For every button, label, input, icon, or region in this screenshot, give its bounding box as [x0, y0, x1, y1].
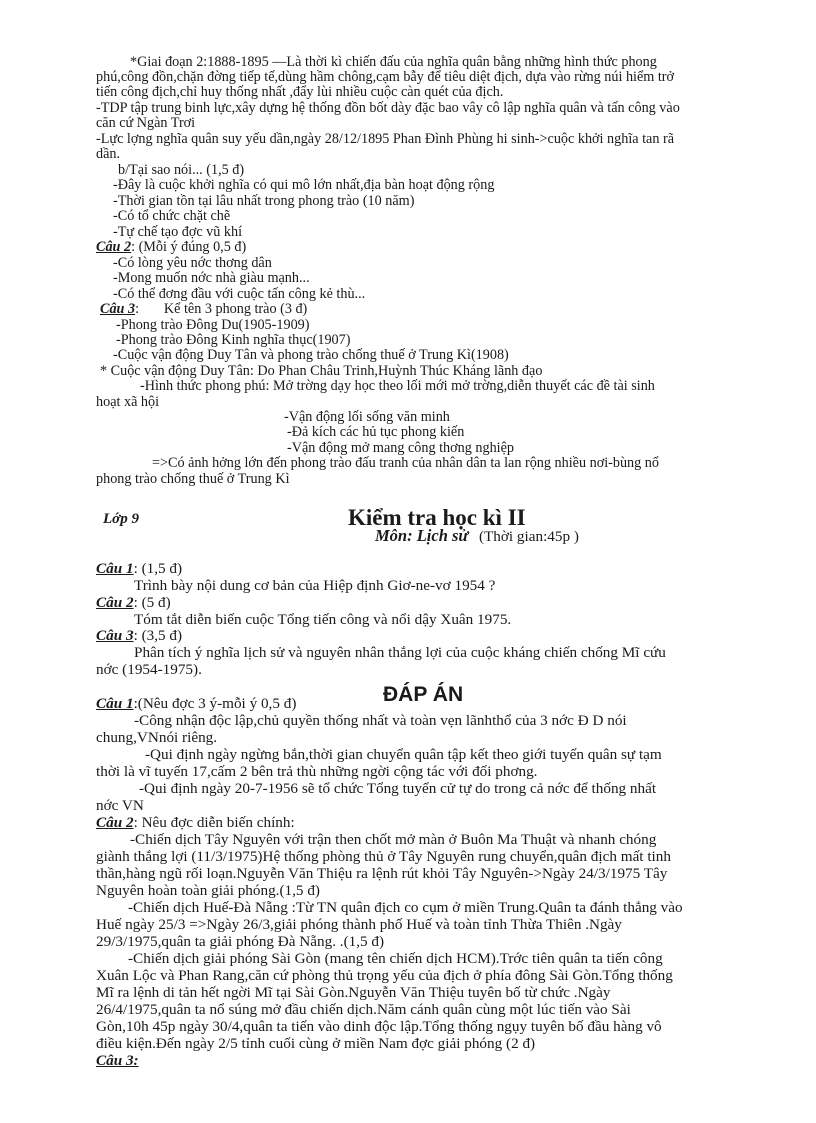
question-heading [96, 560, 182, 577]
answer-line: hoạt xã hội [96, 394, 160, 410]
answer-line: -Có thể đơng đầu với cuộc tấn công kẻ thù... [113, 286, 366, 302]
answer-line: thần,hàng ngũ rối loạn.Nguyễn Văn Thiệu ra lệnh rút khỏi Tây Nguyên->Ngày 24/3/1975 Tây [96, 865, 668, 882]
answer-line: giành thắng lợi (11/3/1975)Hệ thống phòng thủ ở Tây Nguyên rung chuyển,quân địch mất tinh [96, 848, 671, 865]
question-points: : (1,5 đ) [133, 560, 183, 577]
answer-line: phong trào chống thuế ở Trung Kì [96, 471, 290, 487]
answer-line: -Vận động mở mang công thơng nghiệp [287, 440, 514, 456]
exam-title: Kiểm tra học kì II [348, 505, 526, 530]
text-line: tiến công địch,chỉ huy thống nhất ,đẩy lùi nhiều cuộc càn quét của địch. [96, 84, 504, 100]
text-line: phú,công đồn,chặn đờng tiếp tế,dùng hầm chông,cạm bẫy để tiêu diệt địch, dựa vào rừng núi hiểm trở [96, 69, 675, 85]
question-heading [96, 594, 171, 611]
text-line: *Giai đoạn 2:1888-1895 —Là thời kì chiến đấu của nghĩa quân bằng những hình thức phong [130, 54, 657, 70]
question-heading [96, 695, 296, 712]
answer-line: -Có tổ chức chặt chẽ [113, 208, 231, 224]
subject-label: Môn: Lịch sử [375, 526, 469, 545]
question-text: Tóm tắt diễn biến cuộc Tổng tiến công và nổi dậy Xuân 1975. [134, 611, 512, 628]
answer-line: -Cuộc vận động Duy Tân và phong trào chống thuế ở Trung Kì(1908) [113, 347, 509, 363]
question-points: : (5 đ) [133, 594, 171, 611]
question-points: :(Nêu đợc 3 ý-mỗi ý 0,5 đ) [133, 695, 297, 712]
question-label: Câu 2 [96, 594, 134, 611]
answer-line: -Tự chế tạo đợc vũ khí [113, 224, 243, 240]
answer-line: -Qui định ngày 20-7-1956 sẽ tổ chức Tổng tuyển cử tự do trong cả nớc để thống nhất [139, 780, 657, 797]
question-label: Câu 1 [96, 560, 134, 577]
answer-line: Nguyên hoàn toàn giải phóng.(1,5 đ) [96, 882, 320, 899]
answer-line: Mĩ ra lệnh di tản hết ngời Mĩ tại Sài Gòn.Nguyễn Văn Thiệu tuyên bố từ chức .Ngày [96, 984, 611, 1001]
answer-line: 26/4/1975,quân ta nổ súng mở đầu chiến dịch.Năm cánh quân cùng một lúc tiến vào Sài [96, 1001, 631, 1018]
text-line: dần. [96, 146, 121, 162]
question-heading [96, 239, 246, 255]
answer-line: -Mong muốn nớc nhà giàu mạnh... [113, 270, 310, 286]
question-heading [96, 814, 295, 831]
answer-key-heading: ĐÁP ÁN [383, 683, 464, 706]
class-label: Lớp 9 [103, 511, 139, 527]
answer-line: -Đây là cuộc khởi nghĩa có qui mô lớn nhất,địa bàn hoạt động rộng [113, 177, 495, 193]
answer-line: Xuân Lộc và Phan Rang,căn cứ phòng thủ trọng yếu của địch ở phía đông Sài Gòn.Tổng thống [96, 967, 673, 984]
question-points: : Nêu đợc diễn biến chính: [133, 814, 295, 831]
question-heading [96, 627, 182, 644]
question-label: Câu 3: [96, 1052, 139, 1069]
answer-line: -Chiến dịch Tây Nguyên với trận then chốt mở màn ở Buôn Ma Thuật và nhanh chóng [130, 831, 657, 848]
answer-line: -Hình thức phong phú: Mở trờng dạy học theo lối mới mở trờng,diễn thuyết các đề tài sinh [140, 378, 655, 394]
answer-line: -Phong trào Đông Kinh nghĩa thục(1907) [116, 332, 351, 348]
answer-line: -Công nhận độc lập,chủ quyền thống nhất và toàn vẹn lãnhthổ của 3 nớc Đ D nói [134, 712, 627, 729]
text-line: -Lực lợng nghĩa quân suy yếu dần,ngày 28/12/1895 Phan Đình Phùng hi sinh->cuộc khởi nghĩa tan rã [96, 131, 675, 147]
question-label: Câu 2 [96, 239, 132, 255]
question-label: Câu 3 [100, 301, 136, 317]
question-points: : (3,5 đ) [133, 627, 183, 644]
sub-question: b/Tại sao nói... (1,5 đ) [118, 162, 245, 178]
answer-line: 29/3/1975,quân ta giải phóng Đà Nẵng. .(1,5 đ) [96, 933, 385, 950]
answer-line: -Thời gian tồn tại lâu nhất trong phong trào (10 năm) [113, 193, 415, 209]
answer-line: chung,VNnói riêng. [96, 729, 218, 746]
time-label: (Thời gian:45p ) [478, 528, 579, 545]
exam-subtitle [375, 528, 579, 545]
answer-line: -Đả kích các hủ tục phong kiến [287, 424, 465, 440]
question-label: Câu 1 [96, 695, 134, 712]
answer-line: nớc VN [96, 797, 144, 814]
question-label: Câu 2 [96, 814, 134, 831]
question-text: Trình bày nội dung cơ bản của Hiệp định Giơ-ne-vơ 1954 ? [134, 577, 496, 594]
question-label: Câu 3 [96, 627, 134, 644]
text-line: căn cứ Ngàn Trơi [96, 115, 196, 131]
answer-line: -Có lòng yêu nớc thơng dân [113, 255, 272, 271]
answer-line: thời là vĩ tuyến 17,cấm 2 bên trả thù những ngời cộng tác với đối phơng. [96, 763, 538, 780]
question-points: : Kể tên 3 phong trào (3 đ) [135, 301, 308, 317]
answer-line: -Phong trào Đông Du(1905-1909) [116, 317, 310, 333]
answer-line: điều kiện.Đến ngày 2/5 tỉnh cuối cùng ở miền Nam đợc giải phóng (2 đ) [96, 1035, 536, 1052]
text-line: -TDP tập trung binh lực,xây dựng hệ thống đồn bốt dày đặc bao vây cô lập nghĩa quân và tấn công vào [96, 100, 680, 116]
answer-line: -Chiến dịch Huế-Đà Nẵng :Từ TN quân địch co cụm ở miền Trung.Quân ta đánh thẳng vào [128, 899, 683, 916]
question-points: : (Mỗi ý đúng 0,5 đ) [131, 239, 247, 255]
question-heading [100, 301, 307, 317]
question-text: Phân tích ý nghĩa lịch sử và nguyên nhân thắng lợi của cuộc kháng chiến chống Mĩ cứu [134, 644, 666, 661]
answer-line: =>Có ảnh hởng lớn đến phong trào đấu tranh của nhân dân ta lan rộng nhiều nơi-bùng nổ [152, 455, 659, 471]
answer-line: * Cuộc vận động Duy Tân: Do Phan Châu Trinh,Huỳnh Thúc Kháng lãnh đạo [100, 363, 543, 379]
answer-line: -Chiến dịch giải phóng Sài Gòn (mang tên chiến dịch HCM).Trớc tiên quân ta tiến công [128, 950, 663, 967]
answer-line: Gòn,10h 45p ngày 30/4,quân ta tiến vào dinh độc lập.Tổng thống ngụy tuyên bố đầu hàng vô [96, 1018, 662, 1035]
answer-line: -Qui định ngày ngừng bắn,thời gian chuyển quân tập kết theo giới tuyến quân sự tạm [145, 746, 662, 763]
answer-line: Huế ngày 25/3 =>Ngày 26/3,giải phóng thành phố Huế và toàn tỉnh Thừa Thiên .Ngày [96, 916, 622, 933]
question-text: nớc (1954-1975). [96, 661, 202, 678]
answer-line: -Vận động lối sống văn minh [284, 409, 450, 425]
